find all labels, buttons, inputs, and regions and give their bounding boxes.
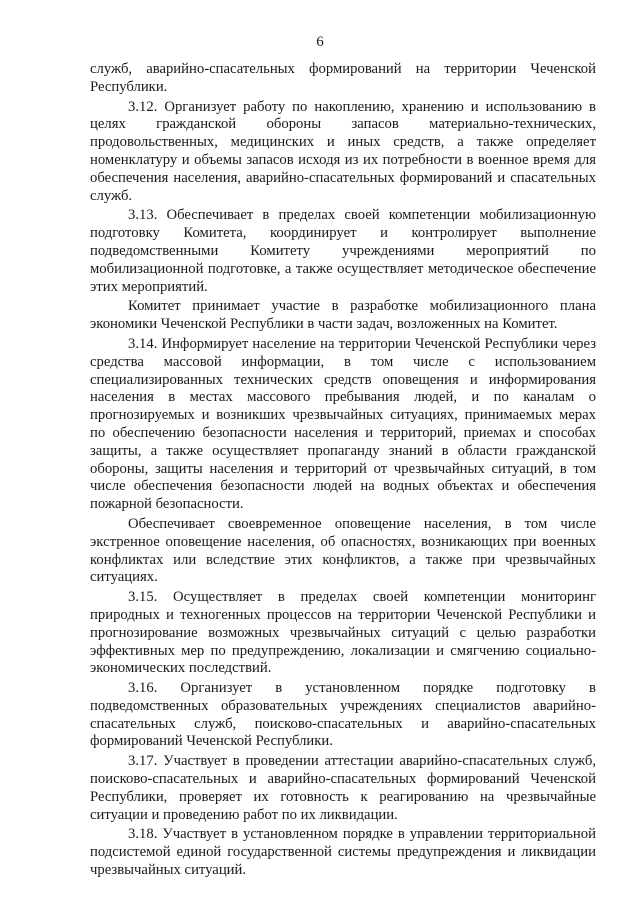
paragraph-warning: Обеспечивает своевременное оповещение населения, в том числе экстренное оповещение населения, об опасностях, возникающих при военных конфликтах или вследствие этих конфликтов, а также при чрезвычайных ситуациях. [90,515,596,586]
paragraph-3-12: 3.12. Организует работу по накоплению, хранению и использованию в целях гражданской обороны запасов материально-технических, продовольственных, медицинских и иных средств, а также определяет номенклатуру и объемы запасов исходя из их потребности в военное время для обеспечения населения, аварийно-спасательных формирований и спасательных служб. [90,98,596,204]
paragraph-3-16: 3.16. Организует в установленном порядке подготовку в подведомственных образовательных учреждениях специалистов аварийно-спасательных служб, поисково-спасательных и аварийно-спасательных формирований Чеченской Республики. [90,680,596,750]
document-body [90,61,596,882]
paragraph-continuation: служб, аварийно-спасательных формирований на территории Чеченской Республики. [90,61,596,95]
paragraph-3-18: 3.18. Участвует в установленном порядке в управлении территориальной подсистемой единой государственной системы предупреждения и ликвидации чрезвычайных ситуаций. [90,826,596,879]
paragraph-3-13: 3.13. Обеспечивает в пределах своей компетенции мобилизационную подготовку Комитета, координирует и контролирует выполнение подведомственными Комитету учреждениями мероприятий по мобилизационной подготовке, а также осуществляет методическое обеспечение этих мероприятий. [90,207,596,295]
paragraph-3-15: 3.15. Осуществляет в пределах своей компетенции мониторинг природных и техногенных процессов на территории Чеченской Республики и прогнозирование возможных чрезвычайных ситуаций с целью разработки эффективных мер по предупреждению, локализации и смягчению социально-экономических последствий. [90,589,596,677]
paragraph-3-17: 3.17. Участвует в проведении аттестации аварийно-спасательных служб, поисково-спасательных и аварийно-спасательных формирований Чеченской Республики, проверяет их готовность к реагированию на чрезвычайные ситуации и проведению работ по их ликвидации. [90,753,596,823]
paragraph-3-14: 3.14. Информирует население на территории Чеченской Республики через средства массовой информации, в том числе с использованием специализированных технических средств оповещения и информирования населения в местах массового пребывания людей, и по каналам о прогнозируемых и возникших чрезвычайных ситуациях, принимаемых мерах по обеспечению безопасности населения и территорий, приемах и способах защиты, а также осуществляет пропаганду знаний в области гражданской обороны, защиты населения и территорий от чрезвычайных ситуаций, в том числе обеспечения безопасности людей на водных объектах и обеспечения пожарной безопасности. [90,335,596,513]
page-number: 6 [316,34,324,50]
paragraph-mobilization-plan: Комитет принимает участие в разработке мобилизационного плана экономики Чеченской Республики в части задач, возложенных на Комитет. [90,298,596,333]
